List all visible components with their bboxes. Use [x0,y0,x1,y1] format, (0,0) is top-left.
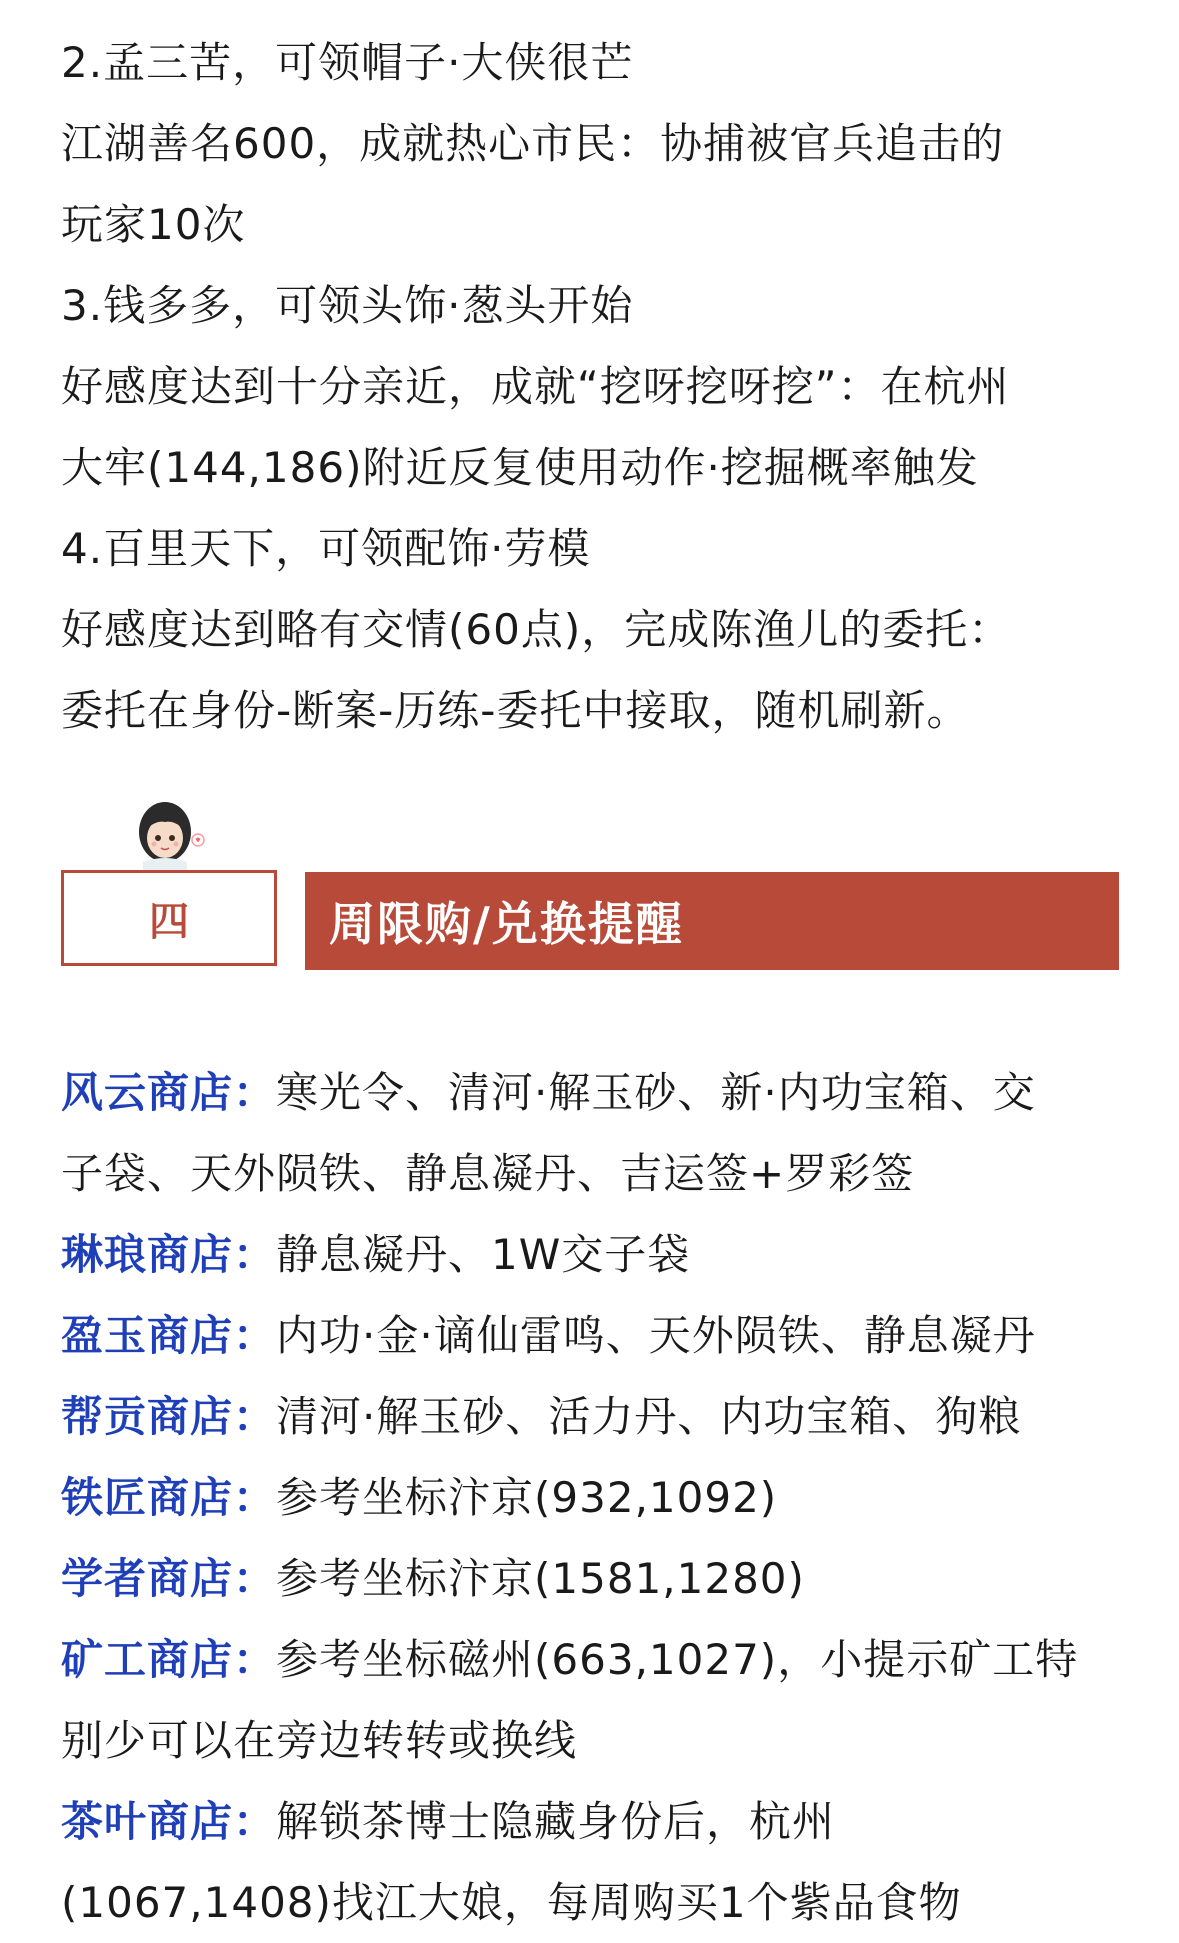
shop-name: 琳琅商店： [61,1230,277,1279]
shop-items: 参考坐标磁州(663,1027)，小提示矿工特 [276,1635,1079,1684]
text-line: 4.百里天下，可领配饰·劳模 [61,524,591,573]
text-line: 好感度达到略有交情(60点)，完成陈渔儿的委托： [61,605,1012,654]
shop-list [61,1052,1121,1943]
shop-items: 寒光令、清河·解玉砂、新·内功宝箱、交 [276,1068,1036,1117]
section-title: 周限购/兑换提醒 [305,872,1119,970]
shop-items: 内功·金·谪仙雷鸣、天外陨铁、静息凝丹 [276,1311,1036,1360]
list-item [61,1214,1121,1295]
list-item-continuation: (1067,1408)找江大娘，每周购买1个紫品食物 [61,1878,962,1927]
list-item [61,1457,1121,1538]
shop-name: 茶叶商店： [61,1797,277,1846]
text-line: 2.孟三苦，可领帽子·大侠很芒 [61,38,634,87]
list-item [61,1619,1121,1700]
text-line: 玩家10次 [61,200,246,249]
intro-text-block [61,22,1121,751]
list-item [61,1295,1121,1376]
section-header [61,792,1119,972]
list-item [61,1781,1121,1862]
list-item-continuation: 子袋、天外陨铁、静息凝丹、吉运签+罗彩签 [61,1149,915,1198]
text-line: 委托在身份-断案-历练-委托中接取，随机刷新。 [61,686,970,735]
shop-name: 矿工商店： [61,1635,277,1684]
list-item [61,1538,1121,1619]
shop-name: 盈玉商店： [61,1311,277,1360]
shop-items: 静息凝丹、1W交子袋 [276,1230,691,1279]
shop-name: 铁匠商店： [61,1473,277,1522]
shop-items: 参考坐标汴京(1581,1280) [276,1554,805,1603]
text-line: 3.钱多多，可领头饰·葱头开始 [61,281,634,330]
shop-name: 帮贡商店： [61,1392,277,1441]
shop-items: 参考坐标汴京(932,1092) [276,1473,778,1522]
list-item [61,1052,1121,1133]
list-item-continuation: 别少可以在旁边转转或换线 [61,1716,578,1765]
shop-name: 风云商店： [61,1068,277,1117]
text-line: 江湖善名600，成就热心市民：协捕被官兵追击的 [61,119,1005,168]
shop-items: 清河·解玉砂、活力丹、内功宝箱、狗粮 [276,1392,1022,1441]
list-item [61,1376,1121,1457]
text-line: 大牢(144,186)附近反复使用动作·挖掘概率触发 [61,443,979,492]
shop-name: 学者商店： [61,1554,277,1603]
girl-avatar-icon [127,792,207,872]
section-number: 四 [61,870,277,966]
text-line: 好感度达到十分亲近，成就“挖呀挖呀挖”：在杭州 [61,362,1010,411]
shop-items: 解锁茶博士隐藏身份后，杭州 [276,1797,836,1846]
